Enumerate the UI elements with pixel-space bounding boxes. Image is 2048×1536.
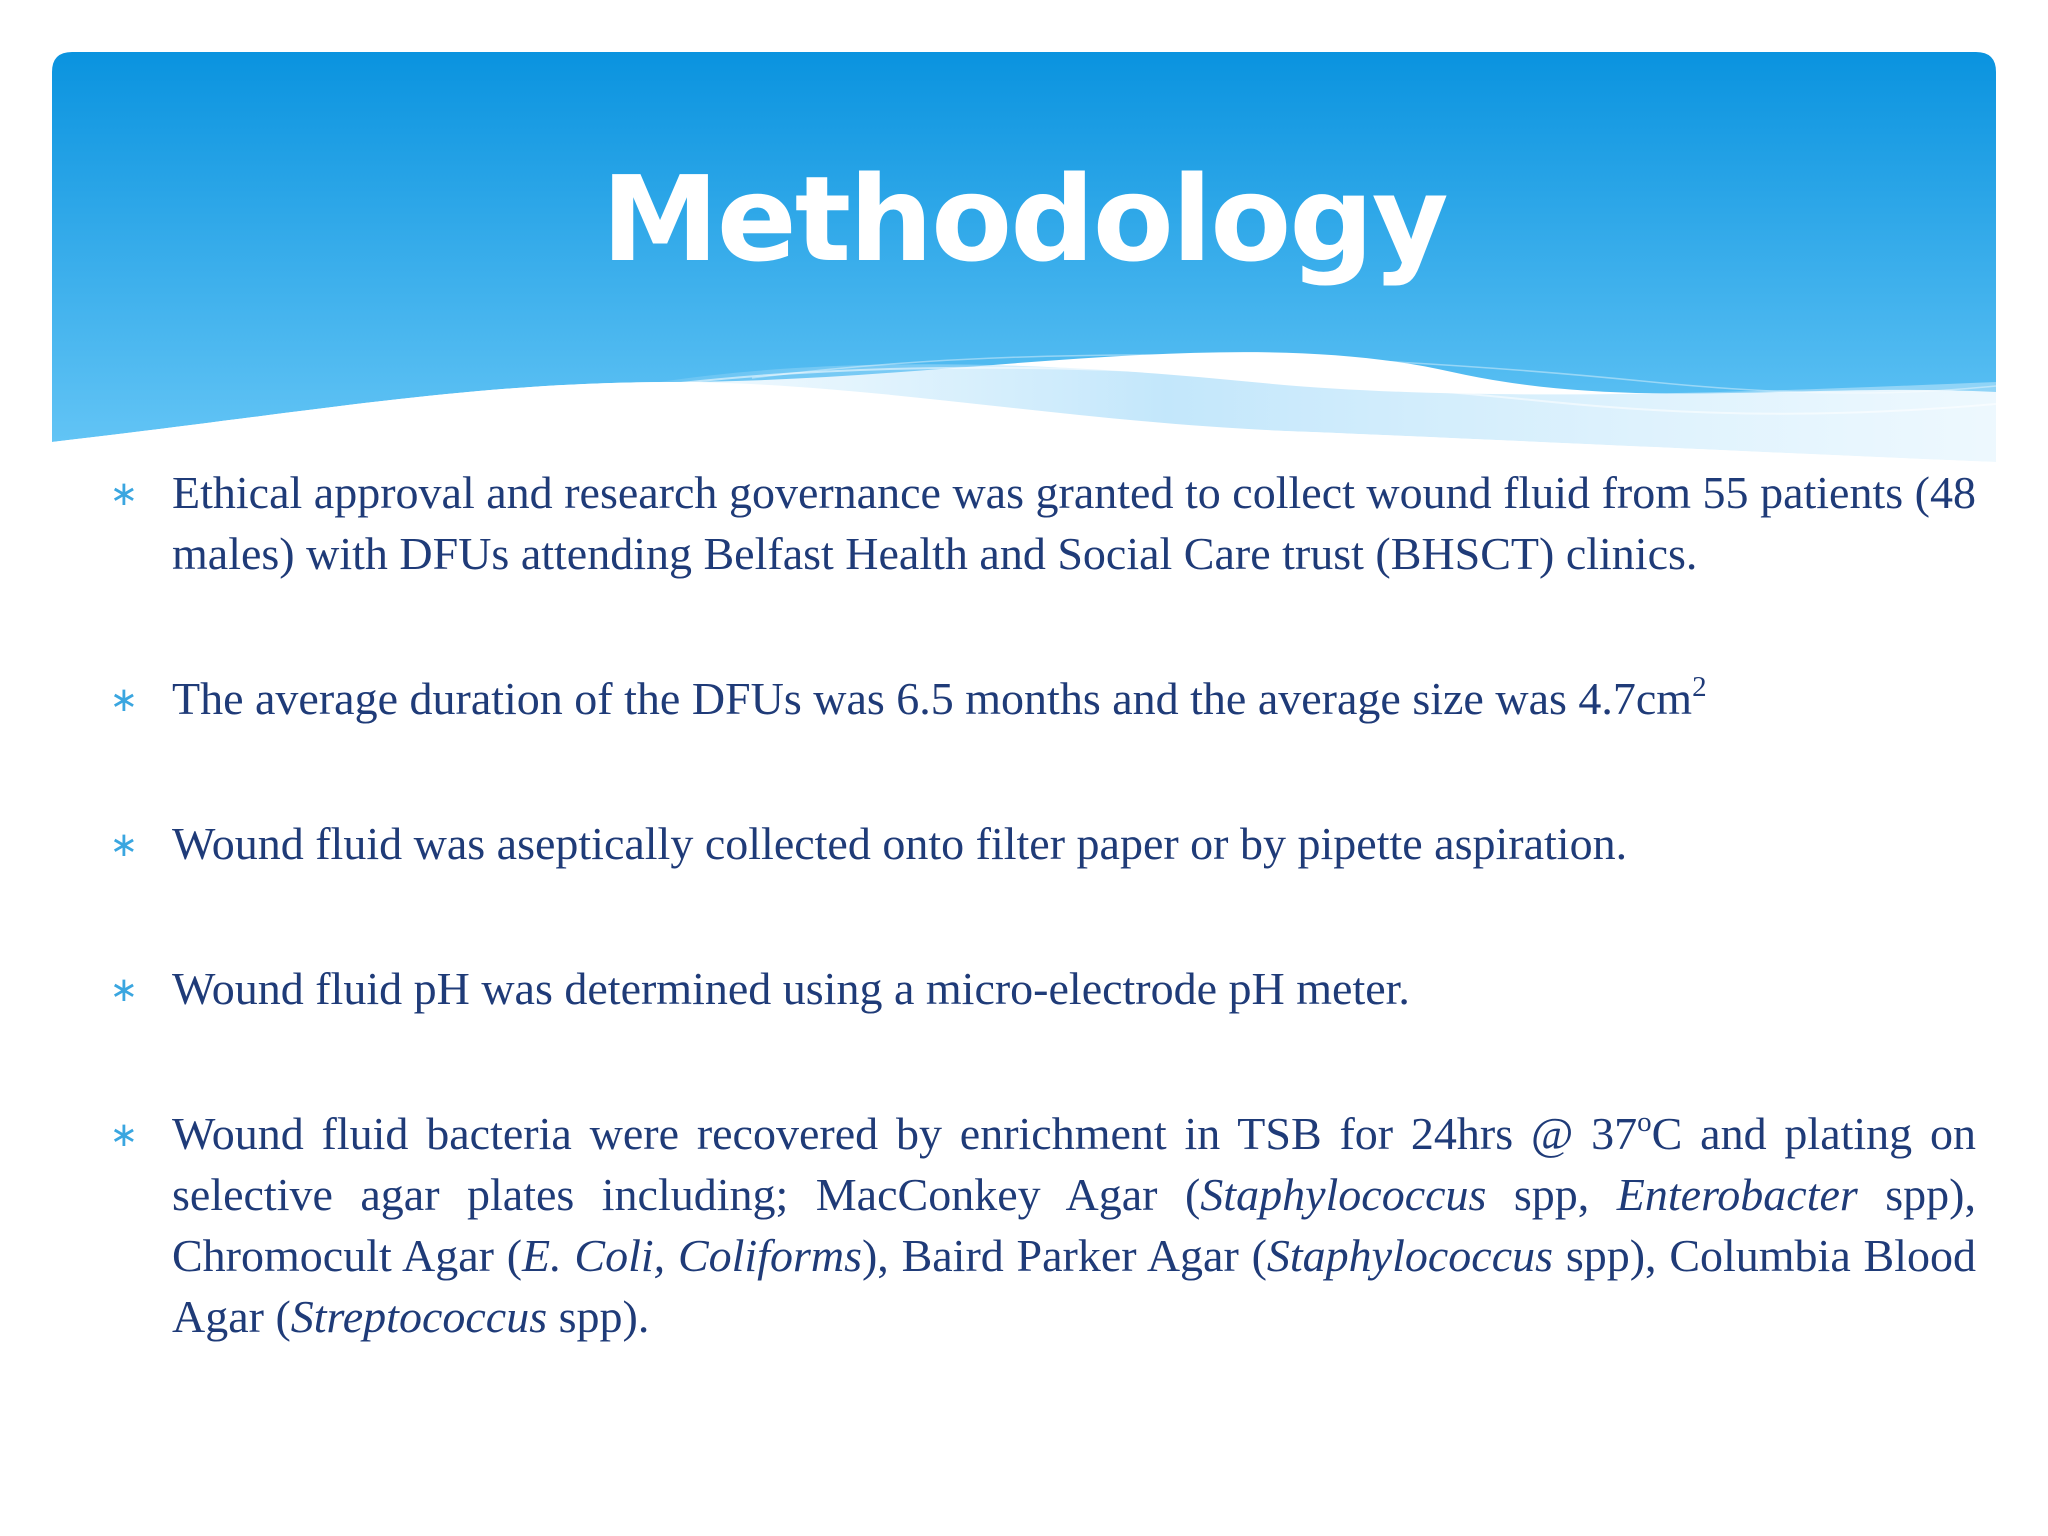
bullet-text-part: ), Baird Parker Agar ( — [861, 1230, 1267, 1281]
species-name: Staphylococcus — [1200, 1169, 1487, 1220]
bullet-item-collection — [104, 813, 1976, 874]
bullet-item-bacteria — [104, 1103, 1976, 1347]
asterisk-bullet-icon: ∗ — [109, 680, 139, 720]
bullet-text: Ethical approval and research governance was granted to collect wound fluid from 55 patients (48 males) with DFUs attending Belfast Health and Social Care trust (BHSCT) clinics. — [172, 467, 1976, 579]
bullet-item-ethics — [104, 462, 1976, 584]
bullet-text-part: spp), Chromocult Agar ( — [172, 1169, 1976, 1281]
species-name: Staphylococcus — [1266, 1230, 1554, 1281]
bullet-text-part: spp), Columbia Blood Agar ( — [172, 1230, 1976, 1342]
bullet-list — [104, 462, 1976, 1347]
bullet-text-part: spp, — [1486, 1169, 1617, 1220]
bullet-text: The average duration of the DFUs was 6.5 months and the average size was 4.7cm — [172, 673, 1693, 724]
bullet-text: Wound fluid was aseptically collected onto filter paper or by pipette aspiration. — [172, 818, 1628, 869]
bullet-item-duration — [104, 668, 1976, 729]
superscript: o — [1637, 1106, 1652, 1138]
bullet-item-ph — [104, 958, 1976, 1019]
asterisk-bullet-icon: ∗ — [109, 1115, 139, 1155]
species-name: Enterobacter — [1616, 1169, 1858, 1220]
asterisk-bullet-icon: ∗ — [109, 474, 139, 514]
asterisk-bullet-icon: ∗ — [109, 825, 139, 865]
asterisk-bullet-icon: ∗ — [109, 970, 139, 1010]
bullet-text: Wound fluid pH was determined using a micro-electrode pH meter. — [172, 963, 1410, 1014]
bullet-text-part: C and plating on selective agar plates including; MacConkey Agar ( — [172, 1108, 1977, 1220]
bullet-text-part: spp). — [547, 1291, 650, 1342]
superscript: 2 — [1692, 671, 1707, 703]
species-name: Streptococcus — [290, 1291, 548, 1342]
species-name: E. Coli, Coliforms — [522, 1230, 862, 1281]
bullet-text-part: Wound fluid bacteria were recovered by enrichment in TSB for 24hrs @ 37 — [172, 1108, 1638, 1159]
slide-title: Methodology — [601, 150, 1447, 288]
